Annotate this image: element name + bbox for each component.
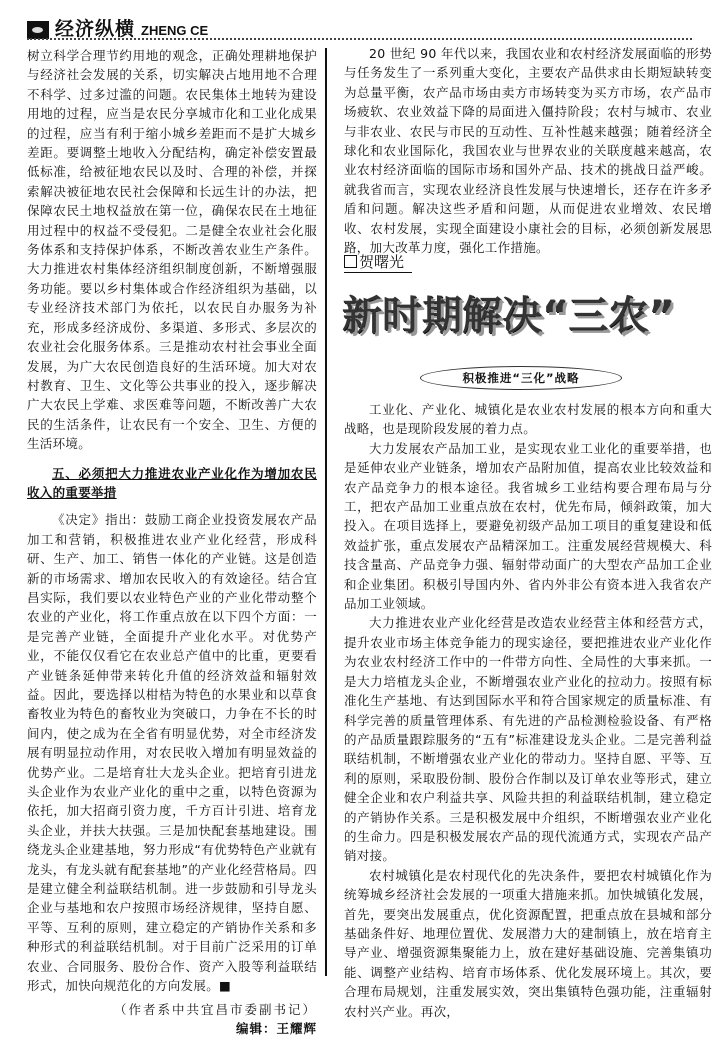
article-subtitle <box>420 366 622 390</box>
subtitle-text: 积极推进“三化”战略 <box>462 371 580 385</box>
section-name-en: ZHENG CE <box>141 23 209 38</box>
section-heading: 五、必须把大力推进农业产业化作为增加农民收入的重要举措 <box>27 465 317 500</box>
column-divider <box>325 48 327 976</box>
header-divider <box>27 38 692 40</box>
page-header <box>27 17 208 39</box>
magazine-logo-icon <box>27 21 49 39</box>
square-bullet-icon <box>344 255 357 268</box>
article-body <box>344 400 712 1021</box>
paragraph: 20 世纪 90 年代以来，我国农业和农村经济发展面临的形势与任务发生了一系列重大变化，主要农产品供求由长期短缺转变为总量平衡，农产品市场由卖方市场转变为买方市场，农产品市场疲软、农业效益下降的局面进入僵持阶段；农村与城市、农业与非农业、农民与市民的互动性、互补性越来越强；随着经济全球化和农业国际化，我国农业与世界农业的关联度越来越高，农业农村经济面临的国际市场和国外产品、技术的挑战日益严峻。就我省而言，实现农业经济良性发展与快速增长，还存在许多矛盾和问题。解决这些矛盾和问题，从而促进农业增效、农民增收、农村发展，实现全面建设小康社会的目标，必须创新发展思路，加大改革力度，强化工作措施。 <box>344 46 712 256</box>
editor-credit: 编辑：王耀辉 <box>235 1020 317 1036</box>
paragraph: 树立科学合理节约用地的观念，正确处理耕地保护与经济社会发展的关系，切实解决占地用地不合理不科学、过多过滥的问题。农民集体土地转为建设用地的过程，应当是农民分享城市化和工业化成果的过程，应当有利于缩小城乡差距而不是扩大城乡差距。要调整土地收入分配结构，确定补偿安置最低标准，给被征地农民以及时、合理的补偿，并探索解决被征地农民社会保障和长远生计的办法，把保障农民土地权益放在第一位，确保农民在土地征用过程中的权益不受侵犯。二是健全农业社会化服务体系和支持保护体系，不断改善农业生产条件。大力推进农村集体经济组织制度创新，不断增强服务功能。要以乡村集体或合作经济组织为基础，以专业经济技术部门为依托，以农民自办服务为补充，形成多经济成份、多渠道、多形式、多层次的农业社会化服务体系。三是推动农村社会事业全面发展，为广大农民创造良好的生活环境。加大对农村教育、卫生、文化等公共事业的投入，逐步解决广大农民上学难、求医难等问题，不断改善广大农民的生活条件，让农民有一个安全、卫生、方便的生活环境。 <box>27 48 317 452</box>
paragraph: 《决定》指出：鼓励工商企业投资发展农产品加工和营销，积极推进农业产业化经营，形成科研、生产、加工、销售一体化的产业链。这是创造新的市场需求、增加农民收入的有效途径。结合宜昌实际，我们要以农业特色产业的产业化带动整个农业的产业化，将工作重点放在以下四个方面：一是完善产业链，全面提升产业化水平。对优势产业，不能仅仅看它在农业总产值中的比重，更要看产业链条延伸带来转化升值的经济效益和辐射效益。因此，要选择以柑桔为特色的水果业和以草食畜牧业为特色的畜牧业为突破口，力争在不长的时间内，使之成为在全省有明显优势，对全市经济发展有明显拉动作用，对农民收入增加有明显效益的优势产业。二是培育壮大龙头企业。把培育引进龙头企业作为农业产业化的重中之重，以特色资源为依托，加大招商引资力度，千方百计引进、培育龙头企业，并扶大扶强。三是加快配套基地建设。围绕龙头企业建基地，努力形成“有优势特色产业就有龙头，有龙头就有配套基地”的产业化经营格局。四是建立健全利益联结机制。进一步鼓励和引导龙头企业与基地和农户按照市场经济规律，坚持自愿、平等、互利的原则，建立稳定的产销协作关系和多种形式的利益联结机制。对于目前广泛采用的订单农业、合同服务、股份合作、资产入股等利益联结形式，加快向规范化的方向发展。■ <box>27 512 317 994</box>
left-column <box>27 46 317 1038</box>
paragraph: 大力发展农产品加工业，是实现农业工业化的重要举措，也是延伸农业产业链条，增加农产品附加值，提高农业比较效益和农产品竞争力的根本途径。我省城乡工业结构要合理布局与分工，把农产品加工业重点放在农村，优先布局，倾斜政策，加大投入。在项目选择上，要避免初级产品加工项目的重复建设和低效益扩张，重点发展农产品精深加工。注重发展经营规模大、科技含量高、产品竞争力强、辐射带动面广的大型农产品加工企业和企业集团。积极引导国内外、省内外非公有资本进入我省农产品加工业领域。 <box>344 440 712 612</box>
intro-text <box>344 44 712 257</box>
paragraph: 农村城镇化是农村现代化的先决条件，要把农村城镇化作为统筹城乡经济社会发展的一项重大措施来抓。加快城镇化发展，首先，要突出发展重点，优化资源配置，把重点放在县城和部分基础条件好、地理位置优、发展潜力大的建制镇上，放在培育主导产业、增强资源集聚能力上，放在建好基础设施、完善集镇功能、调整产业结构、培育市场体系、优化发展环境上。其次，要合理布局规划，注重发展实效，突出集镇特色强功能，注重辐射农村兴产业。再次， <box>344 867 712 1019</box>
section-name: 经济纵横 <box>55 18 136 40</box>
paragraph: 工业化、产业化、城镇化是农业农村发展的根本方向和重大战略，也是现阶段发展的着力点。 <box>344 402 712 437</box>
article-title: 新时期解决“三农” <box>342 293 675 339</box>
paragraph: 大力推进农业产业化经营是改造农业经营主体和经营方式，提升农业市场主体竞争能力的现实途径，要把推进农业产业化作为农业农村经济工作中的一件带方向性、全局性的大事来抓。一是大力培植龙头企业，不断增强农业产业化的拉动力。按照有标准化生产基地、有达到国际水平和符合国家规定的质量标准、有科学完善的质量管理体系、有先进的产品检测检验设备、有严格的产品质量跟踪服务的“五有”标准建设龙头企业。二是完善利益联结机制，不断增强农业产业化的带动力。坚持自愿、平等、互利的原则，采取股份制、股份合作制以及订单农业等形式，建立健全企业和农户利益共享、风险共担的利益联结机制，建立稳定的产销协作关系。三是积极发展中介组织，不断增强农业产业化的生命力。四是积极发展农产品的现代流通方式，实现农产品产销对接。 <box>344 615 712 864</box>
article-author <box>344 252 412 273</box>
author-name: 贺曙光 <box>359 253 405 271</box>
author-note: （作者系中共宜昌市委副书记） <box>113 1001 317 1017</box>
